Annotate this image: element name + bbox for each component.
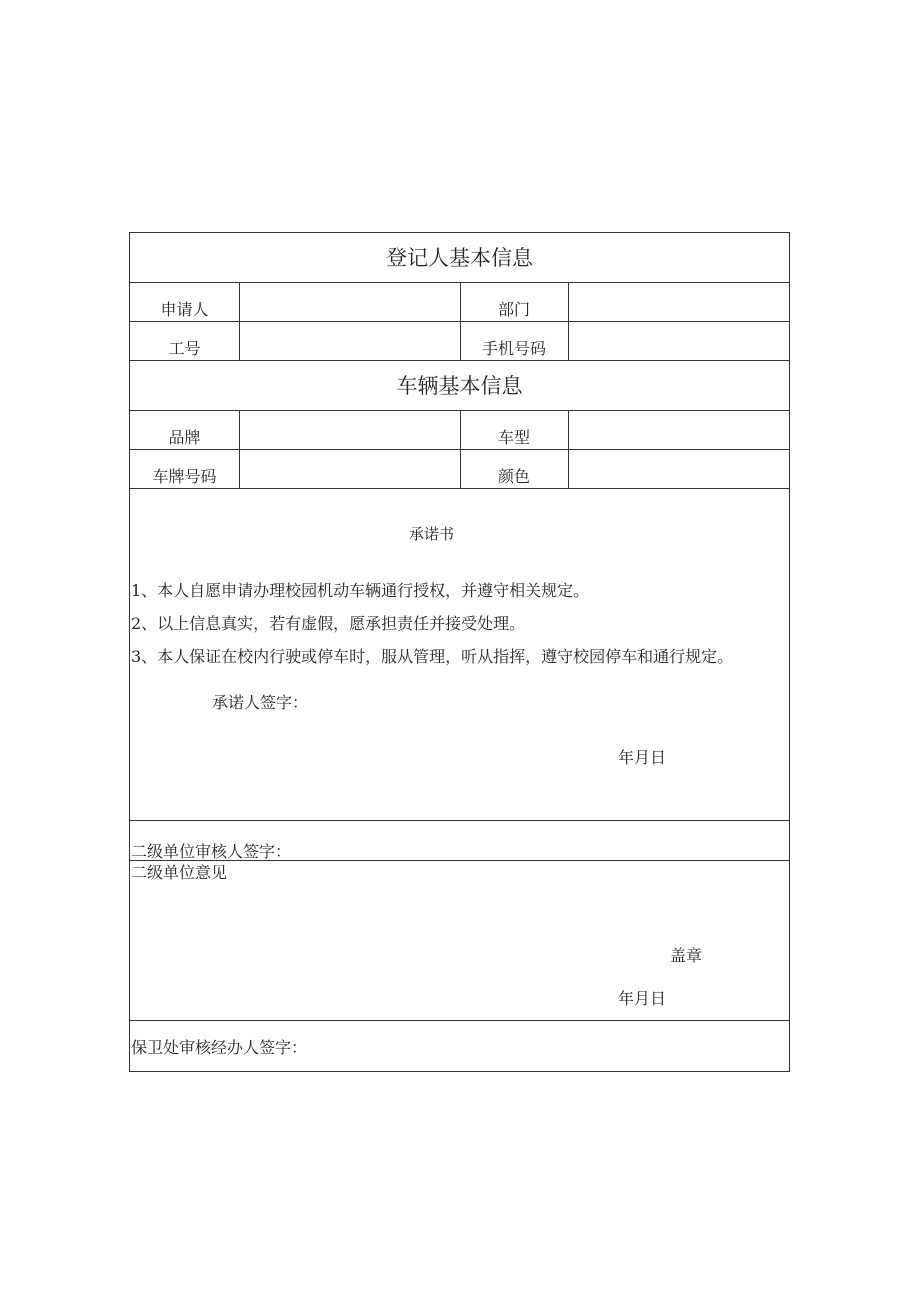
plate-field[interactable] — [240, 450, 459, 487]
department-field[interactable] — [569, 283, 789, 320]
unit-reviewer-signature-label: 二级单位审核人签字： — [131, 842, 292, 861]
unit-opinion-label: 二级单位意见 — [131, 863, 228, 882]
unit-opinion-field[interactable] — [131, 885, 788, 945]
row-divider — [130, 360, 789, 361]
registrant-section-title: 登记人基本信息 — [386, 246, 533, 270]
security-handler-signature-label: 保卫处审核经办人签字： — [131, 1038, 308, 1057]
model-label: 车型 — [497, 428, 530, 447]
unit-reviewer-signature-field[interactable] — [300, 823, 788, 858]
staff-id-field[interactable] — [240, 322, 459, 359]
brand-field[interactable] — [240, 411, 459, 448]
phone-field[interactable] — [569, 322, 789, 359]
pledge-item: 3、本人保证在校内行驶或停车时，服从管理，听从指挥，遵守校园停车和通行规定。 — [131, 647, 734, 666]
vehicle-section-title: 车辆基本信息 — [396, 374, 523, 398]
security-handler-signature-field[interactable] — [325, 1023, 788, 1070]
model-field[interactable] — [569, 411, 789, 448]
brand-label: 品牌 — [168, 428, 201, 447]
row-divider — [130, 488, 789, 489]
seal-label: 盖章 — [670, 946, 703, 965]
pledge-title: 承诺书 — [409, 525, 455, 543]
phone-label: 手机号码 — [481, 339, 546, 358]
plate-label: 车牌号码 — [152, 467, 217, 486]
vehicle-registration-form — [129, 232, 790, 1072]
staff-id-label: 工号 — [168, 339, 201, 358]
pledge-date-label: 年月日 — [618, 748, 667, 767]
applicant-field[interactable] — [240, 283, 459, 320]
unit-date-label: 年月日 — [618, 989, 667, 1008]
pledge-item: 2、以上信息真实，若有虚假，愿承担责任并接受处理。 — [131, 614, 526, 633]
pledger-signature-label: 承诺人签字： — [212, 693, 309, 712]
color-label: 颜色 — [497, 467, 530, 486]
pledger-signature-field[interactable] — [310, 689, 610, 717]
department-label: 部门 — [497, 300, 530, 319]
applicant-label: 申请人 — [160, 300, 209, 319]
pledge-item: 1、本人自愿申请办理校园机动车辆通行授权，并遵守相关规定。 — [131, 581, 590, 600]
row-divider — [130, 820, 789, 821]
color-field[interactable] — [569, 450, 789, 487]
row-divider — [130, 1020, 789, 1021]
